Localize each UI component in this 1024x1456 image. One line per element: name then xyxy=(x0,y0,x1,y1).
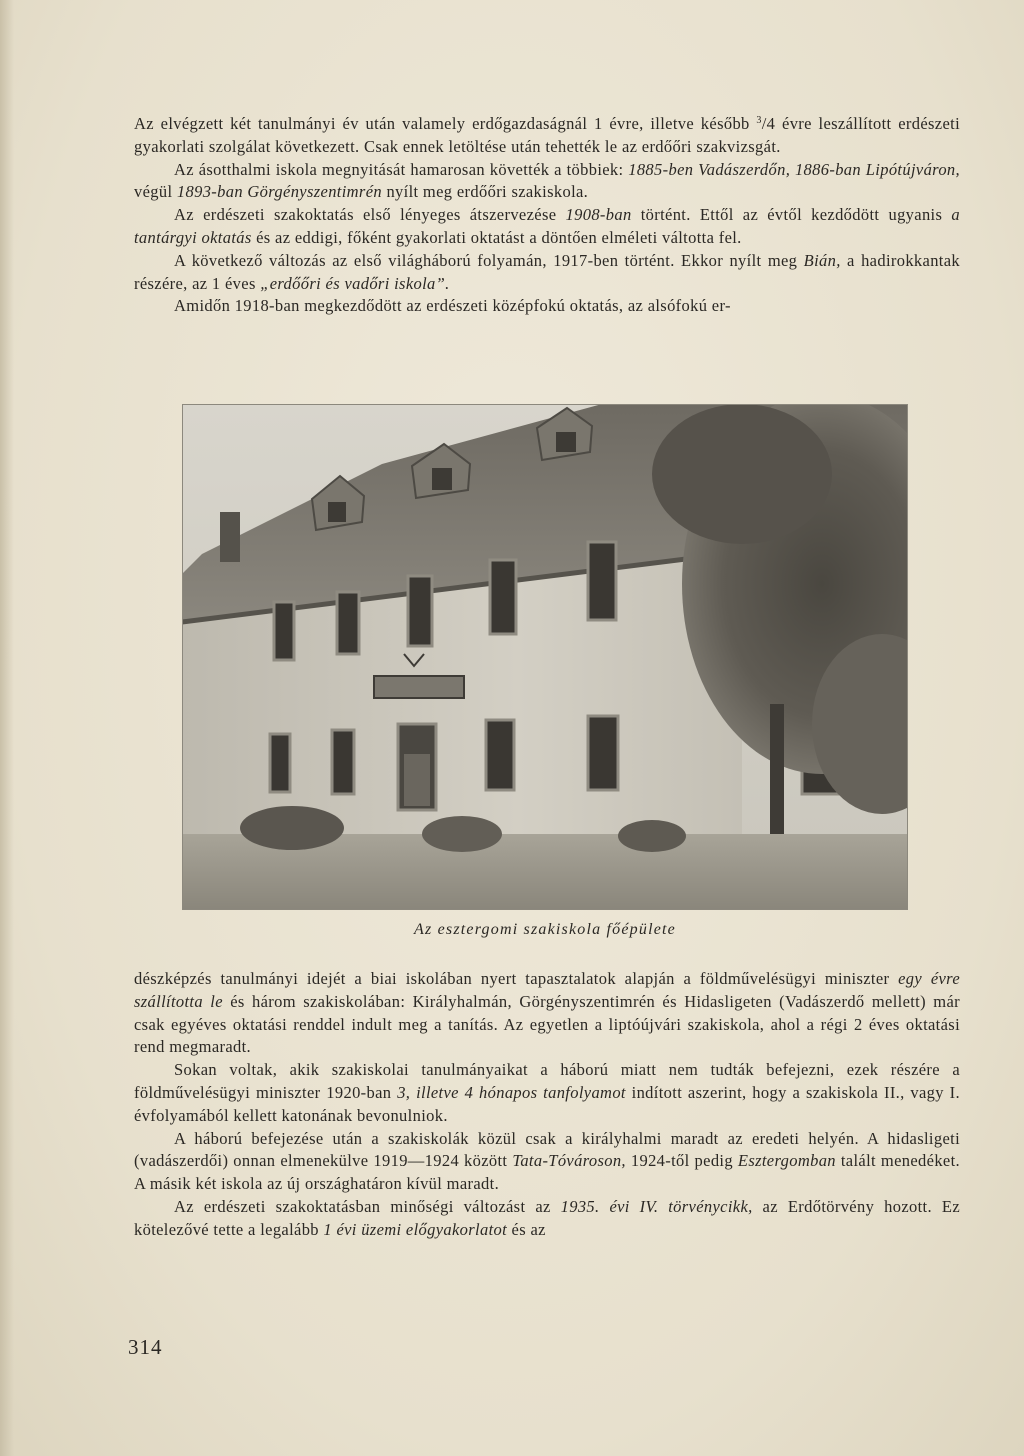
italic-text: 1893-ban Görgényszentimrén xyxy=(176,182,382,202)
italic-text: 1 évi üzemi előgyakorlatot xyxy=(323,1219,508,1239)
body-text-bottom xyxy=(134,968,960,1242)
paragraph xyxy=(134,295,960,318)
italic-text: „erdőőri és vadőri iskola”. xyxy=(260,273,450,293)
italic-text: Bián, xyxy=(803,250,841,270)
text-segment: A következő változás az első világháború folyamán, 1917-ben történt. Ekkor nyílt meg xyxy=(174,250,804,270)
text-segment: talált menedéket. A másik két iskola az új országhatáron kívül maradt. xyxy=(134,1151,960,1194)
text-segment: indított aszerint, hogy a szakiskola II., vagy I. évfolyamából kellett katonának bevonulniok. xyxy=(134,1082,960,1125)
italic-text: 1935. évi IV. törvénycikk, xyxy=(560,1196,753,1216)
text-segment: Az erdészeti szakoktatás első lényeges átszervezése xyxy=(174,205,566,225)
italic-text: 3, illetve 4 hónapos tanfolyamot xyxy=(397,1082,626,1102)
italic-text: 1908-ban xyxy=(565,205,632,225)
italic-text: Esztergomban xyxy=(737,1151,836,1171)
italic-text: 1885-ben Vadászerdőn, 1886-ban Lipótújváron, xyxy=(628,159,960,179)
paragraph xyxy=(134,1128,960,1196)
italic-text: Tata-Tóvároson, xyxy=(512,1151,626,1171)
page-number: 314 xyxy=(128,1335,163,1359)
text-segment: végül xyxy=(134,182,177,202)
italic-text: a tantárgyi oktatás xyxy=(134,205,960,247)
text-segment: Amidőn 1918-ban megkezdődött az erdészeti középfokú oktatás, az alsófokú er- xyxy=(174,296,731,316)
text-segment: és három szakiskolában: Királyhalmán, Görgényszentimrén és Hidasligeten (Vadászerdő mellett) már csak egyéves oktatási renddel indult meg a tanítás. Az egyetlen a liptóújvári szakiskola, ahol a régi 2 éves oktatási rend megmaradt. xyxy=(134,991,960,1057)
text-segment: /4 évre leszállított erdészeti gyakorlati szolgálat következett. Csak ennek letöltése után tehették le az erdőőri szakvizsgát. xyxy=(134,114,961,156)
paragraph xyxy=(134,1059,960,1127)
paragraph xyxy=(134,1196,960,1242)
text-segment: az Erdőtörvény hozott. Ez kötelezővé tette a legalább xyxy=(134,1196,960,1239)
body-text-top xyxy=(134,110,960,318)
text-segment: történt. Ettől az évtől kezdődött ugyanis xyxy=(631,205,952,225)
paragraph xyxy=(134,204,960,250)
text-segment: 1924-től pedig xyxy=(625,1151,738,1171)
text-segment: nyílt meg erdőőri szakiskola. xyxy=(381,182,589,202)
building-photo xyxy=(182,404,908,910)
paragraph xyxy=(134,250,960,296)
text-segment: A háború befejezése után a szakiskolák közül csak a királyhalmi maradt az eredeti helyén. A hidasligeti (vadászerdői) onnan elmenekülve 1919—1924 között xyxy=(134,1128,960,1171)
text-segment: Az ásotthalmi iskola megnyitását hamarosan követték a többiek: xyxy=(174,159,629,179)
paragraph xyxy=(134,159,960,205)
text-segment: Az elvégzett két tanulmányi év után valamely erdőgazdaságnál 1 évre, illetve később xyxy=(134,114,757,133)
text-segment: dészképzés tanulmányi idejét a biai iskolában nyert tapasztalatok alapján a földművelésügyi miniszter xyxy=(134,969,899,988)
text-segment: 3 xyxy=(756,115,762,126)
text-segment: és az eddigi, főként gyakorlati oktatást a döntően elméleti váltotta fel. xyxy=(251,227,742,247)
italic-text: egy évre szállította le xyxy=(134,969,960,1011)
text-segment: és az xyxy=(507,1219,546,1239)
paragraph xyxy=(134,110,960,159)
page-edge-shadow xyxy=(0,0,14,1456)
text-segment: Az erdészeti szakoktatásban minőségi változást az xyxy=(174,1196,561,1216)
text-segment: a hadirokkantak részére, az 1 éves xyxy=(134,250,961,293)
photo-caption: Az esztergomi szakiskola főépülete xyxy=(414,921,676,938)
paragraph xyxy=(134,968,960,1059)
text-segment: Sokan voltak, akik szakiskolai tanulmányaikat a háború miatt nem tudták befejezni, ezek részére a földművelésügyi miniszter 1920-ban xyxy=(134,1060,960,1102)
